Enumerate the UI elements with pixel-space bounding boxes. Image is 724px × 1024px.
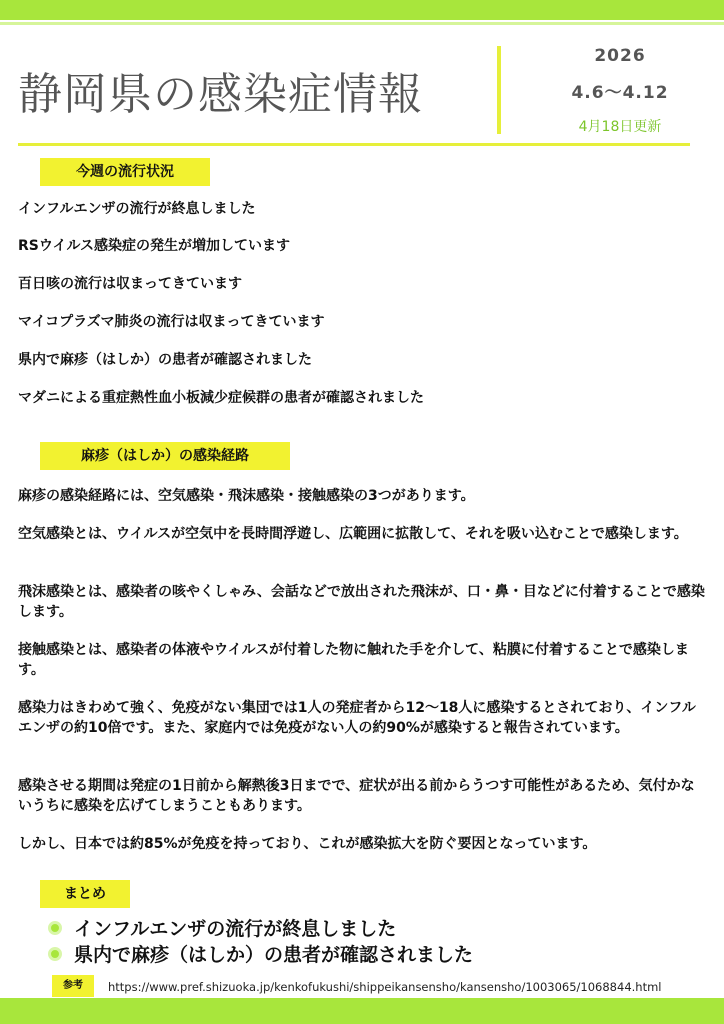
updated-date: 4月18日更新 [578, 119, 662, 135]
summary-item [48, 940, 473, 967]
summary-item-text: インフルエンザの流行が終息しました [74, 918, 397, 940]
measles-section-label: 麻疹（はしか）の感染経路 [40, 442, 290, 470]
status-item: マダニによる重症熱性血小板減少症候群の患者が確認されました [18, 390, 424, 406]
status-item: RSウイルス感染症の発生が増加しています [18, 238, 291, 254]
status-item: インフルエンザの流行が終息しました [18, 201, 256, 217]
measles-paragraph: 感染力はきわめて強く、免疫がない集団では1人の発症者から12～18人に感染するとされており、インフルエンザの約10倍です。また、家庭内では免疫がない人の約90%が感染すると報告されています。 [18, 700, 696, 736]
summary-item-text: 県内で麻疹（はしか）の患者が確認されました [74, 944, 474, 966]
report-date-range: 4.6～4.12 [571, 83, 669, 103]
measles-paragraph: 感染させる期間は発症の1日前から解熱後3日までで、症状が出る前からうつす可能性があるため、気付かないうちに感染を広げてしまうこともあります。 [18, 778, 695, 814]
reference-link[interactable]: https://www.pref.shizuoka.jp/kenkofukushi/shippeikansensho/kansensho/1003065/1068844.html [108, 980, 662, 994]
status-item: 百日咳の流行は収まってきています [18, 276, 242, 292]
measles-paragraph: 飛沫感染とは、感染者の咳やくしゃみ、会話などで放出された飛沫が、口・鼻・目などに付着することで感染します。 [18, 584, 705, 620]
status-section-label: 今週の流行状況 [40, 158, 210, 186]
reference-label: 参考 [52, 975, 94, 997]
top-green-bar [0, 0, 724, 20]
header-divider [497, 46, 501, 134]
page-title: 静岡県の感染症情報 [18, 69, 423, 120]
measles-paragraph: 麻疹の感染経路には、空気感染・飛沫感染・接触感染の3つがあります。 [18, 488, 475, 504]
report-year: 2026 [594, 46, 646, 66]
measles-paragraph: 空気感染とは、ウイルスが空気中を長時間浮遊し、広範囲に拡散して、それを吸い込むことで感染します。 [18, 526, 688, 542]
summary-section-label: まとめ [40, 880, 130, 908]
status-item: 県内で麻疹（はしか）の患者が確認されました [18, 352, 312, 368]
bottom-green-bar [0, 998, 724, 1024]
bullet-icon [48, 921, 62, 935]
status-item: マイコプラズマ肺炎の流行は収まってきています [18, 314, 325, 330]
bullet-icon [48, 947, 62, 961]
measles-paragraph: しかし、日本では約85%が免疫を持っており、これが感染拡大を防ぐ要因となっています。 [18, 836, 597, 852]
summary-item [48, 914, 396, 941]
measles-paragraph: 接触感染とは、感染者の体液やウイルスが付着した物に触れた手を介して、粘膜に付着することで感染します。 [18, 642, 689, 678]
top-accent-line [0, 22, 724, 25]
header-underline [18, 143, 690, 146]
